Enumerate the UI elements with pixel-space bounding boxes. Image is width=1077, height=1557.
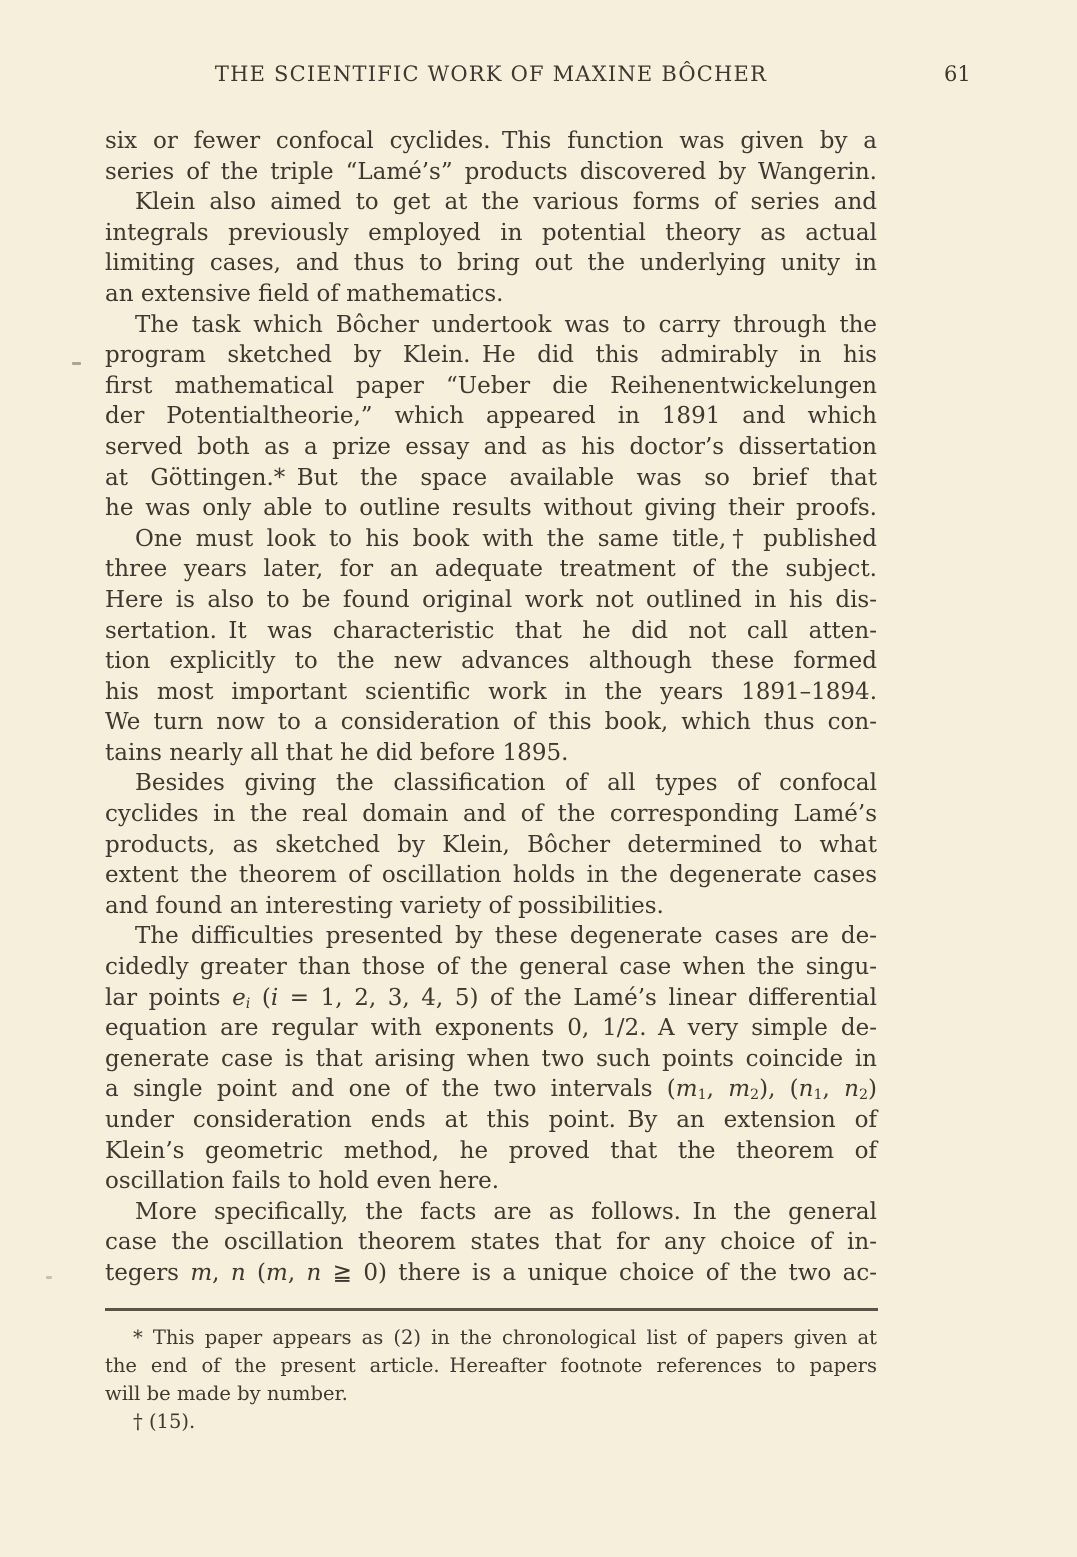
footnote-divider (105, 1308, 878, 1311)
footnotes (105, 1324, 877, 1436)
paragraph (105, 768, 877, 921)
text-line: der Potentialtheorie,” which appeared in 1891 and which (105, 403, 877, 430)
text-line: tains nearly all that he did before 1895. (105, 739, 569, 766)
text-line: tion explicitly to the new advances although these formed (105, 648, 877, 675)
text-line: six or fewer confocal cyclides. This function was given by a (105, 128, 877, 154)
text-line: equation are regular with exponents 0, 1/2. A very simple de- (105, 1015, 877, 1042)
text-line: three years later, for an adequate treatment of the subject. (105, 556, 877, 583)
paragraph (105, 310, 877, 524)
text-line: products, as sketched by Klein, Bôcher determined to what (105, 831, 877, 858)
text-line: at Göttingen.* But the space available was so brief that (105, 464, 877, 491)
text-line: More specifically, the facts are as follows. In the general (135, 1198, 877, 1225)
body-text (105, 126, 877, 1289)
text-line: Klein’s geometric method, he proved that the theorem of (105, 1137, 877, 1164)
paragraph (105, 1324, 877, 1408)
text-line: the end of the present article. Hereafter footnote references to papers (105, 1354, 877, 1377)
text-line: series of the triple “Lamé’s” products discovered by Wangerin. (105, 158, 877, 185)
text-line: * This paper appears as (2) in the chronological list of papers given at (133, 1326, 877, 1349)
text-line: Klein also aimed to get at the various forms of series and (135, 189, 877, 216)
text-line: served both as a prize essay and as his doctor’s dissertation (105, 433, 877, 460)
text-line: will be made by number. (105, 1382, 348, 1405)
paragraph (105, 1408, 877, 1436)
paragraph (105, 524, 877, 769)
scan-speck (46, 1276, 52, 1279)
text-line: tegers m, n (m, n ≧ 0) there is a unique choice of the two ac- (105, 1259, 877, 1286)
text-line: † (15). (133, 1410, 196, 1433)
text-line: a single point and one of the two intervals ($m_1$, $m_2$), ($n_1$, $n_2$) (105, 1076, 877, 1104)
text-line: Here is also to be found original work not outlined in his dis- (105, 586, 877, 613)
paragraph (105, 187, 877, 309)
text-line: under consideration ends at this point. By an extension of (105, 1107, 877, 1133)
running-head (105, 60, 877, 88)
page-number: 61 (944, 62, 971, 86)
text-line: he was only able to outline results without giving their proofs. (105, 495, 877, 522)
text-line: limiting cases, and thus to bring out the underlying unity in (105, 250, 877, 277)
text-line: One must look to his book with the same title,† published (135, 525, 877, 552)
text-line: first mathematical paper “Ueber die Reihenentwickelungen (105, 372, 877, 399)
text-line: The difficulties presented by these degenerate cases are de- (135, 923, 877, 950)
text-line: an extensive field of mathematics. (105, 280, 504, 307)
scan-speck (72, 362, 81, 365)
text-line: cidedly greater than those of the general case when the singu- (105, 954, 877, 981)
text-line: Besides giving the classification of all types of confocal (135, 770, 877, 797)
text-line: extent the theorem of oscillation holds in the degenerate cases (105, 862, 877, 889)
text-line: generate case is that arising when two such points coincide in (105, 1045, 877, 1072)
page-header-title: THE SCIENTIFIC WORK OF MAXINE BÔCHER (214, 62, 768, 86)
text-line: program sketched by Klein. He did this admirably in his (105, 342, 877, 369)
text-line: oscillation fails to hold even here. (105, 1168, 500, 1195)
paragraph (105, 1197, 877, 1289)
text-line: cyclides in the real domain and of the corresponding Lamé’s (105, 801, 877, 828)
paragraph (105, 126, 877, 187)
text-line: sertation. It was characteristic that he did not call atten- (105, 617, 877, 644)
text-line: lar points $e_i$ (i = 1, 2, 3, 4, 5) of the Lamé’s linear differential (105, 984, 877, 1012)
text-line: his most important scientific work in the years 1891–1894. (105, 678, 877, 705)
text-line: The task which Bôcher undertook was to carry through the (135, 311, 877, 338)
text-line: and found an interesting variety of possibilities. (105, 892, 664, 919)
text-line: We turn now to a consideration of this book, which thus con- (105, 709, 877, 736)
text-line: integrals previously employed in potential theory as actual (105, 219, 877, 246)
paragraph (105, 921, 877, 1196)
text-line: case the oscillation theorem states that for any choice of in- (105, 1229, 877, 1256)
